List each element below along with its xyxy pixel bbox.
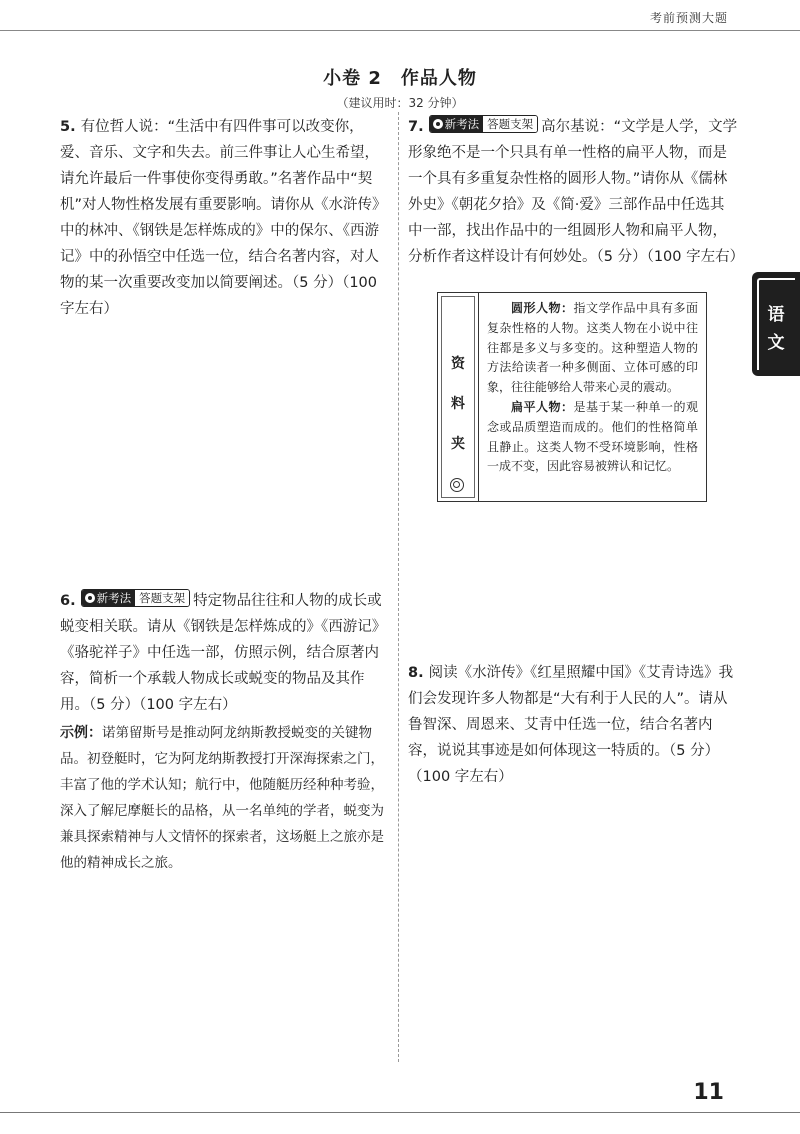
example-paragraph [60,720,390,876]
pin-icon [433,119,443,129]
pin-icon [85,593,95,603]
example-text: 诺第留斯号是推动阿龙纳斯教授蜕变的关键物品。初登艇时，它为阿龙纳斯教授打开深海探索之门，丰富了他的学术认知；航行中，他随艇历经种种考验，深入了解尼摩艇长的品格，从一名单纯的学者，蜕变为兼具探索精神与人文情怀的探索者，这场艇上之旅亦是他的精神成长之旅。 [60,725,384,871]
page-number: 11 [693,1080,724,1105]
example-label: 示例： [60,725,102,741]
flat-character-label: 扁平人物： [511,399,574,414]
new-method-badge: 新考法 答题支架 [81,589,191,607]
question-text: 有位哲人说：“生活中有四件事可以改变你，爱、音乐、文字和失去。前三件事让人心生希望，请允许最后一件事使你变得勇敢。”名著作品中“契机”对人物性格发展有重要影响。请你从《水浒传》中的林冲、《钢铁是怎样炼成的》中的保尔、《西游记》中的孙悟空中任选一位，结合名著内容，对人物的某一次重要改变加以简要阐述。（5 分）（100 字左右） [60,119,387,317]
material-box [437,292,707,502]
subject-tab-char: 文 [767,333,785,353]
column-divider [398,112,399,1062]
page-subtitle: （建议用时：32 分钟） [336,96,464,110]
new-method-badge: 新考法 答题支架 [429,115,539,133]
material-body [479,293,706,501]
question-text: 高尔基说：“文学是人学，文学形象绝不是一个只具有单一性格的扁平人物，而是一个具有多重复杂性格的圆形人物。”请你从《儒林外史》《朝花夕拾》及《简·爱》三部作品中任选其中一部，找出作品中的一组圆形人物和扁平人物，分析作者这样设计有何妙处。（5 分）（100 字左右） [408,119,745,265]
material-side-char: 夹 [451,436,465,452]
material-side-label [438,293,479,501]
question-7 [408,114,745,270]
question-5 [60,114,390,322]
question-text: 阅读《水浒传》《红星照耀中国》《艾青诗选》我们会发现许多人物都是“大有利于人民的人”。请从鲁智深、周恩来、艾青中任选一位，结合名著内容，说说其事迹是如何体现这一特质的。（5 分）（100 字左右） [408,665,734,785]
round-character-label: 圆形人物： [511,301,574,315]
question-8 [408,660,738,790]
material-side-char: 资 [451,356,465,372]
subject-tab [752,272,800,376]
question-number: 7. [408,119,424,135]
subject-tab-char: 语 [767,305,785,325]
footer-rule [0,1112,800,1113]
target-circle-icon [450,478,464,492]
round-character-text: 指文学作品中具有多面复杂性格的人物。这类人物在小说中往往都是多义与多变的。这种塑造人物的方法给读者一种多侧面、立体可感的印象，往往能够给人带来心灵的震动。 [487,301,698,395]
question-number: 8. [408,665,424,681]
material-side-char: 料 [451,396,465,412]
question-6 [60,588,390,876]
question-number: 6. [60,593,76,609]
question-text: 特定物品往往和人物的成长或蜕变相关联。请从《钢铁是怎样炼成的》《西游记》《骆驼祥子》中任选一部，仿照示例，结合原著内容，简析一个承载人物成长或蜕变的物品及其作用。（5 分）（100 字左右） [60,593,387,713]
page-title: 小卷 2 作品人物 [323,68,477,89]
running-head: 考前预测大题 [649,11,728,25]
flat-character-text: 是基于某一种单一的观念或品质塑造而成的。他们的性格简单且静止。这类人物不受环境影响，性格一成不变，因此容易被辨认和记忆。 [487,399,698,474]
question-number: 5. [60,119,76,135]
header-rule [0,30,800,31]
